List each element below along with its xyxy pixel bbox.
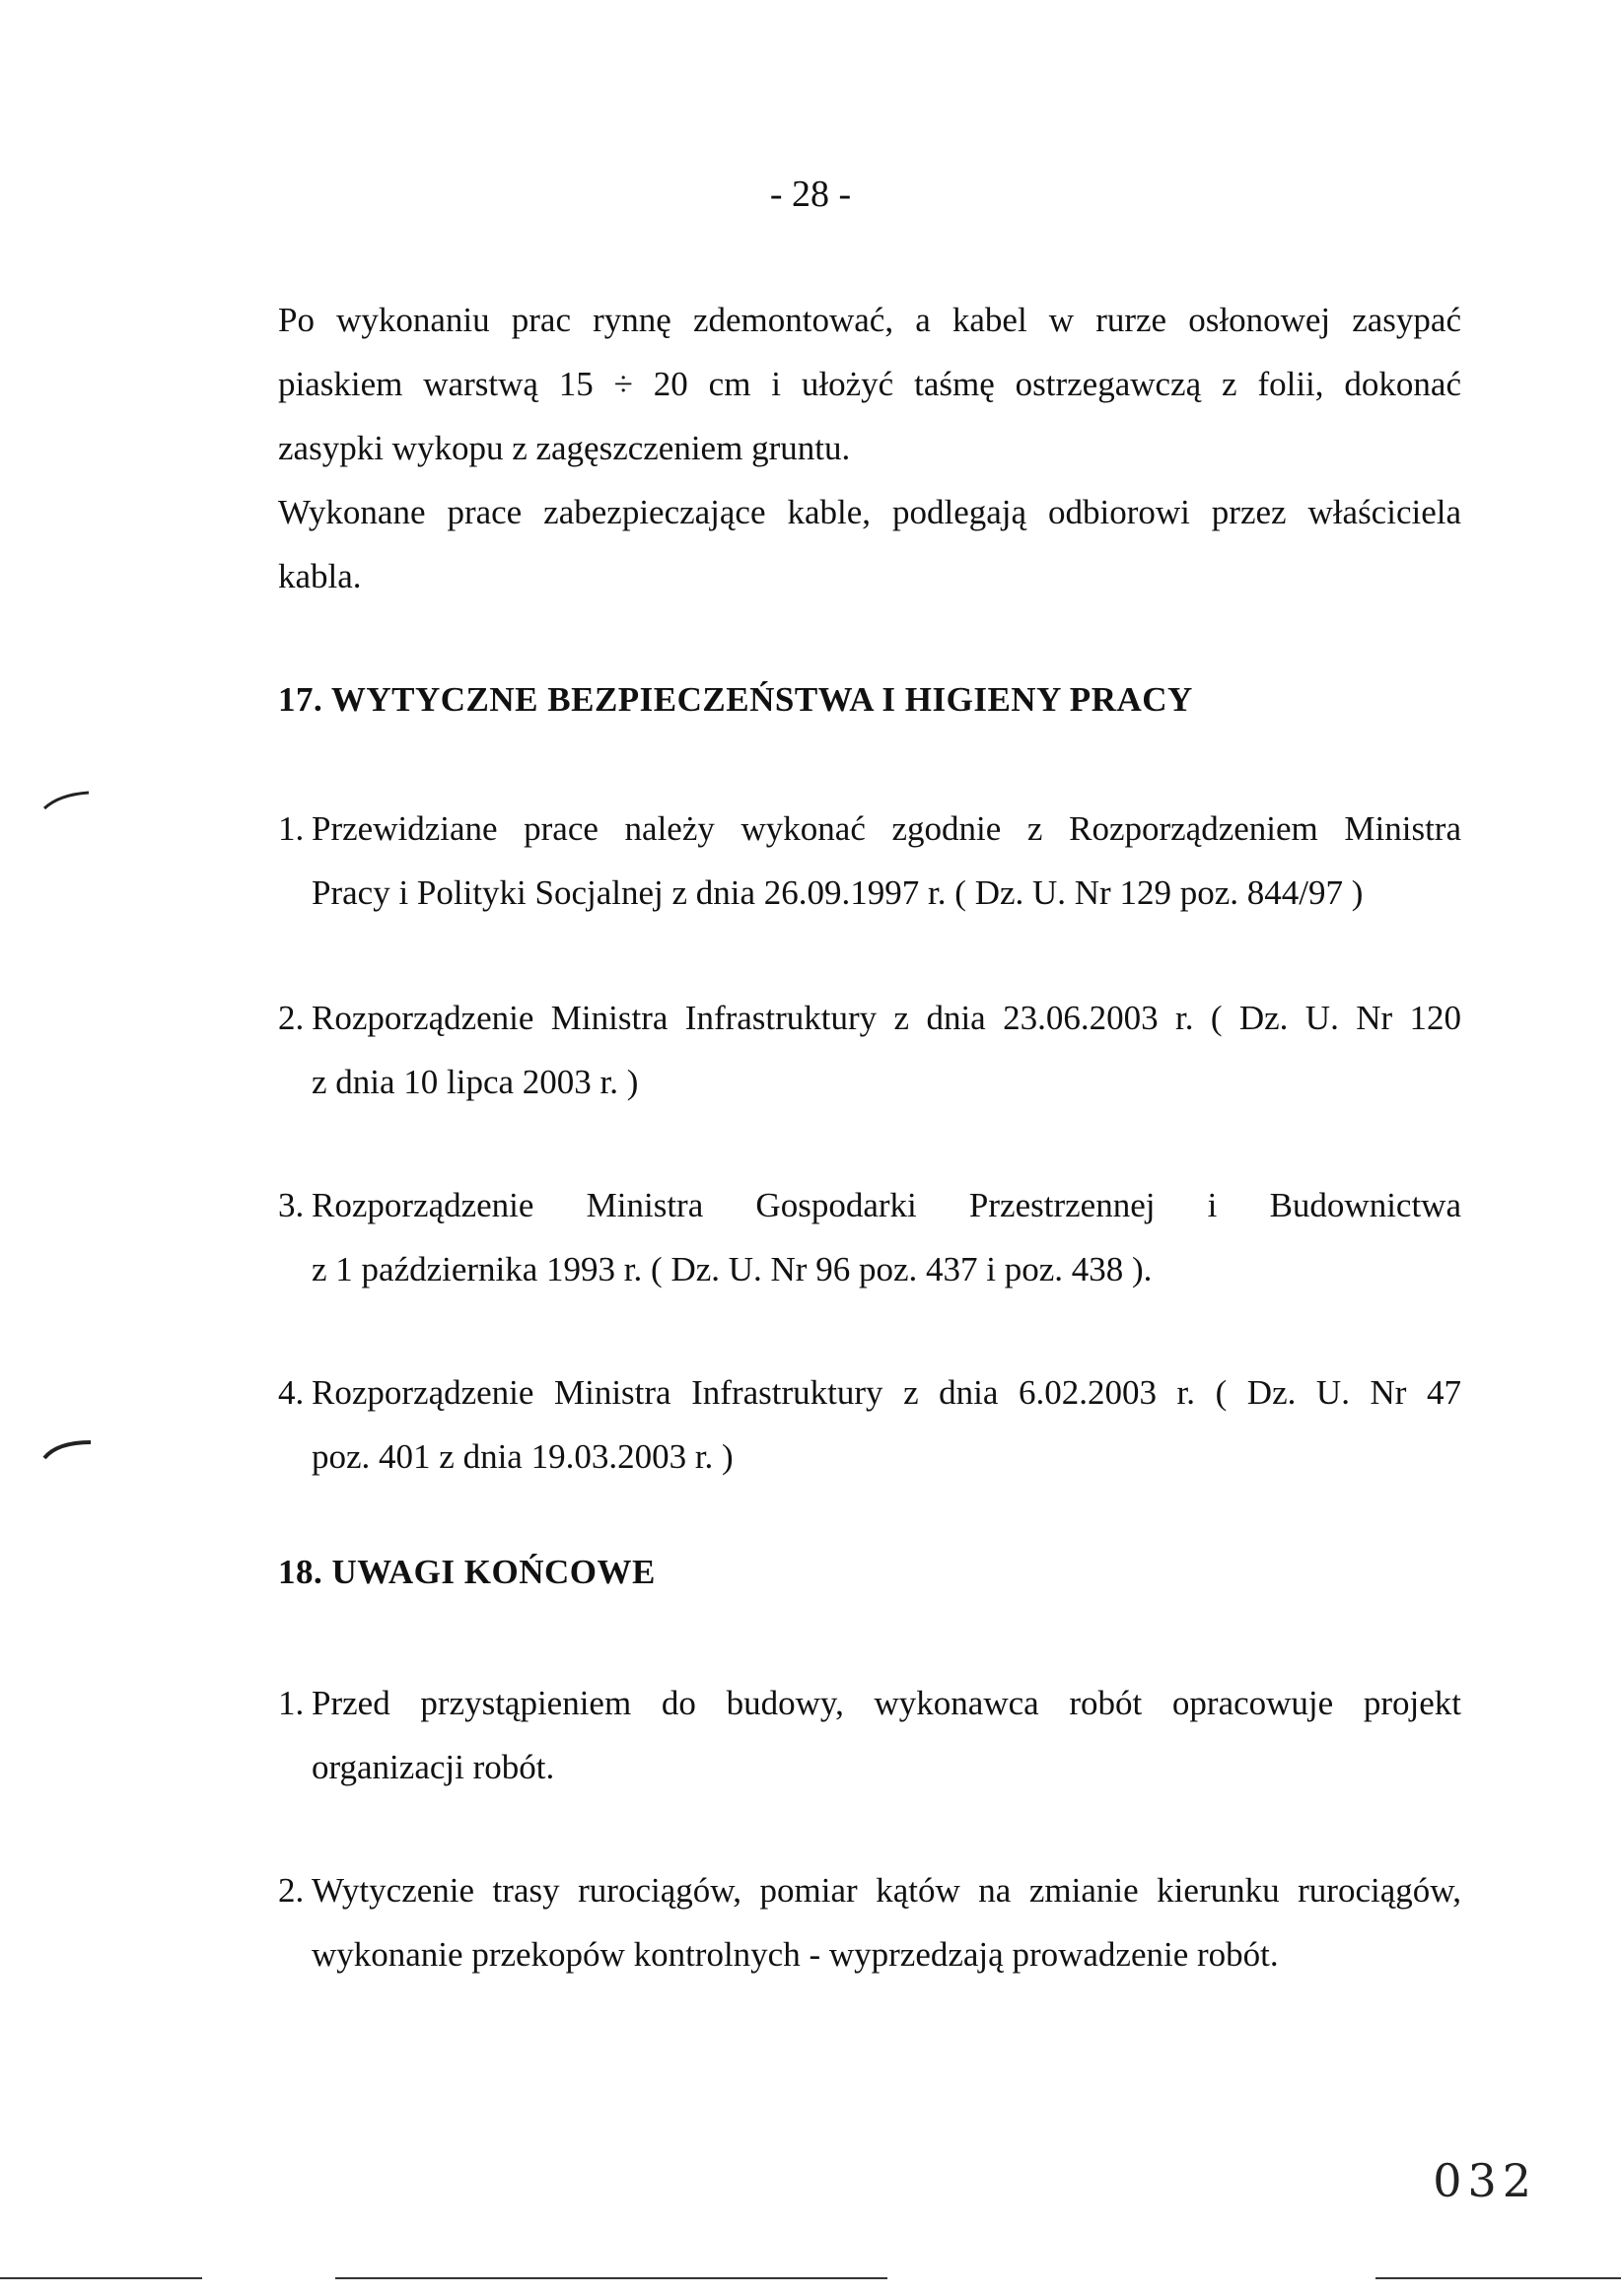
scan-edge-line-middle (335, 2277, 887, 2279)
section-18-item-1 (278, 1671, 1461, 1799)
item-line-1: Rozporządzenie Ministra Gospodarki Przestrzennej i Budownictwa (312, 1186, 1461, 1224)
scan-edge-line-right (1375, 2277, 1621, 2279)
intro-line-5: kabla. (278, 557, 362, 595)
intro-paragraph (278, 288, 1461, 608)
item-line-1: Wytyczenie trasy rurociągów, pomiar kątów na zmianie kierunku rurociągów, (312, 1871, 1461, 1910)
binder-mark-lower (39, 1434, 99, 1464)
item-line-1: Rozporządzenie Ministra Infrastruktury z dnia 23.06.2003 r. ( Dz. U. Nr 120 (312, 999, 1461, 1037)
item-number: 1. (278, 1684, 305, 1722)
item-line-2: z 1 października 1993 r. ( Dz. U. Nr 96 poz. 437 i poz. 438 ). (312, 1250, 1153, 1288)
intro-line-3: zasypki wykopu z zagęszczeniem gruntu. (278, 429, 851, 467)
item-number: 2. (278, 1871, 305, 1910)
binder-mark-upper (39, 789, 99, 818)
item-line-1: Przed przystąpieniem do budowy, wykonawca robót opracowuje projekt (312, 1684, 1461, 1722)
section-17-item-3 (278, 1173, 1461, 1301)
section-17-item-2 (278, 986, 1461, 1114)
intro-line-4: Wykonane prace zabezpieczające kable, podlegają odbiorowi przez właściciela (278, 493, 1461, 531)
stamp-number: 032 (1433, 2154, 1537, 2207)
section-17-item-1 (278, 797, 1461, 925)
section-17-heading: 17. WYTYCZNE BEZPIECZEŃSTWA I HIGIENY PRACY (278, 680, 1193, 719)
page-number: - 28 - (769, 174, 852, 215)
intro-line-1: Po wykonaniu prac rynnę zdemontować, a kabel w rurze osłonowej zasypać (278, 301, 1461, 339)
item-line-1: Przewidziane prace należy wykonać zgodnie z Rozporządzeniem Ministra (312, 809, 1461, 848)
item-line-2: Pracy i Polityki Socjalnej z dnia 26.09.1997 r. ( Dz. U. Nr 129 poz. 844/97 ) (312, 873, 1364, 912)
item-line-2: wykonanie przekopów kontrolnych - wyprzedzają prowadzenie robót. (312, 1935, 1279, 1974)
section-18-heading: 18. UWAGI KOŃCOWE (278, 1553, 656, 1591)
item-number: 1. (278, 809, 305, 848)
item-number: 2. (278, 999, 305, 1037)
item-line-2: z dnia 10 lipca 2003 r. ) (312, 1063, 639, 1101)
intro-line-2: piaskiem warstwą 15 ÷ 20 cm i ułożyć taśmę ostrzegawczą z folii, dokonać (278, 365, 1461, 403)
item-number: 3. (278, 1186, 305, 1224)
item-line-2: poz. 401 z dnia 19.03.2003 r. ) (312, 1437, 734, 1476)
item-number: 4. (278, 1373, 305, 1412)
section-18-item-2 (278, 1858, 1461, 1986)
scan-edge-line-left (0, 2277, 202, 2279)
item-line-1: Rozporządzenie Ministra Infrastruktury z dnia 6.02.2003 r. ( Dz. U. Nr 47 (312, 1373, 1461, 1412)
section-17-item-4 (278, 1360, 1461, 1489)
item-line-2: organizacji robót. (312, 1748, 555, 1786)
